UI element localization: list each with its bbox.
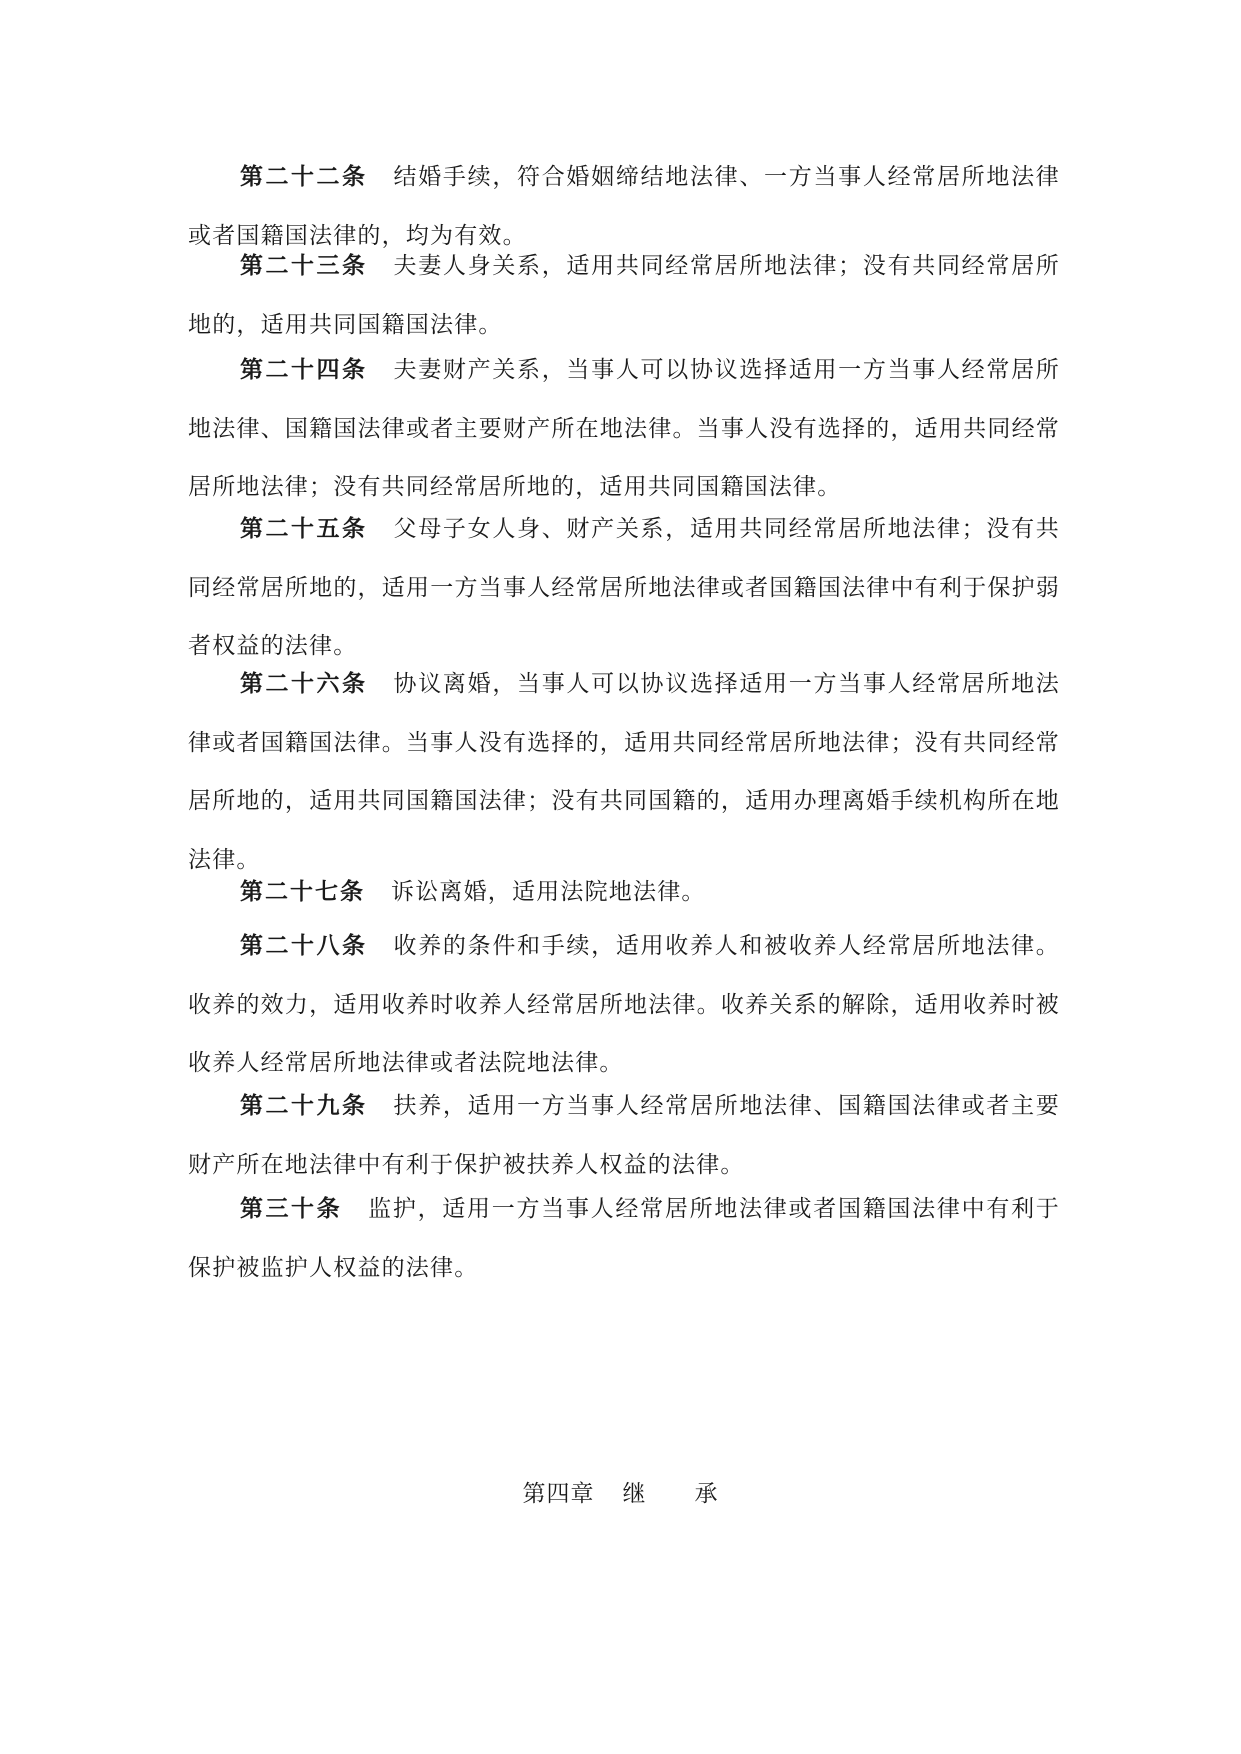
article-text: 扶养，适用一方当事人经常居所地法律、国籍国法律或者主要财产所在地法律中有利于保护被扶养人权益的法律。 [188,1093,1060,1178]
article-number: 第二十四条 [240,357,368,383]
chapter-heading [0,1474,1241,1514]
article-26 [188,655,1060,889]
article-30 [188,1180,1060,1297]
chapter-number: 第四章 [522,1481,595,1507]
article-number: 第三十条 [240,1196,343,1222]
article-text: 结婚手续，符合婚姻缔结地法律、一方当事人经常居所地法律或者国籍国法律的，均为有效。 [188,164,1060,249]
article-28 [188,917,1060,1093]
article-text: 诉讼离婚，适用法院地法律。 [391,879,706,905]
article-text: 收养的条件和手续，适用收养人和被收养人经常居所地法律。收养的效力，适用收养时收养人经常居所地法律。收养关系的解除，适用收养时被收养人经常居所地法律或者法院地法律。 [188,933,1060,1076]
article-text: 监护，适用一方当事人经常居所地法律或者国籍国法律中有利于保护被监护人权益的法律。 [188,1196,1061,1281]
article-text: 夫妻财产关系，当事人可以协议选择适用一方当事人经常居所地法律、国籍国法律或者主要财产所在地法律。当事人没有选择的，适用共同经常居所地法律；没有共同经常居所地的，适用共同国籍国法律。 [188,357,1060,500]
chapter-title-part2: 承 [694,1481,719,1507]
article-24 [188,341,1060,517]
article-number: 第二十二条 [240,164,368,190]
article-25 [188,500,1060,676]
article-text: 父母子女人身、财产关系，适用共同经常居所地法律；没有共同经常居所地的，适用一方当事人经常居所地法律或者国籍国法律中有利于保护弱者权益的法律。 [188,516,1060,659]
article-29 [188,1077,1060,1194]
article-text: 夫妻人身关系，适用共同经常居所地法律；没有共同经常居所地的，适用共同国籍国法律。 [188,253,1060,338]
article-number: 第二十八条 [240,933,368,959]
article-text: 协议离婚，当事人可以协议选择适用一方当事人经常居所地法律或者国籍国法律。当事人没有选择的，适用共同经常居所地法律；没有共同经常居所地的，适用共同国籍国法律；没有共同国籍的，适用办理离婚手续机构所在地法律。 [188,671,1060,873]
article-number: 第二十五条 [240,516,368,542]
chapter-title-part1: 继 [622,1481,647,1507]
article-23 [188,237,1060,354]
article-27 [188,863,1060,922]
article-number: 第二十七条 [240,879,365,905]
article-number: 第二十九条 [240,1093,368,1119]
article-number: 第二十三条 [240,253,368,279]
article-number: 第二十六条 [240,671,368,697]
